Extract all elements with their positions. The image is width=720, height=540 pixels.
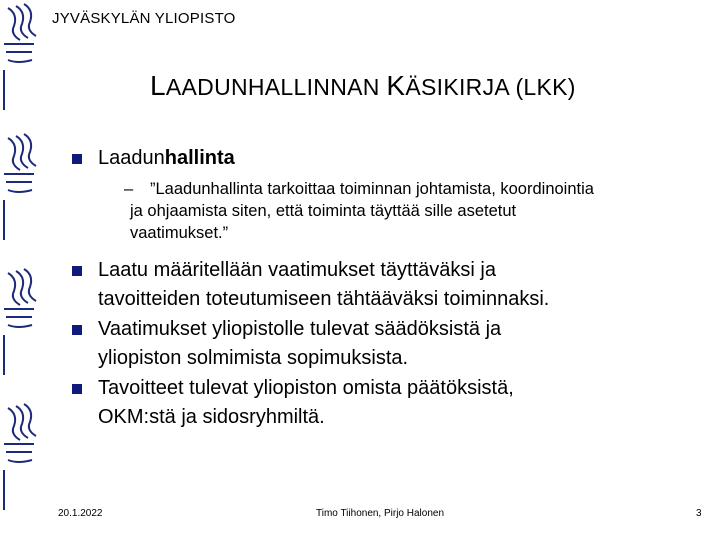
sub-bullet-dash: – [124,180,134,198]
bullet-square-icon [72,266,82,276]
footer-authors: Timo Tiihonen, Pirjo Halonen [316,508,445,519]
title-initial-k: K [386,70,406,101]
bullet-square-icon [72,384,82,394]
university-logo-mark [4,4,36,510]
sub-item-quote [130,178,594,244]
sub-item-line-2: ja ohjaamista siten, että toiminta täyttää sille asetetut [130,202,517,220]
item3-line-2: yliopiston solmimista sopimuksista. [98,347,409,369]
item2-line-1: Laatu määritellään vaatimukset täyttäväksi ja [98,259,496,281]
item1-normal: Laadun [98,147,165,169]
bullet-square-icon [72,154,82,164]
title-part-3: (LKK) [515,74,576,100]
sub-item-line-3: vaatimukset.” [130,224,229,242]
title-part-2: ÄSIKIRJA [405,74,516,100]
title-initial-l: L [150,70,166,101]
footer-date: 20.1.2022 [58,508,103,519]
bullet-item-laadunhallinta [98,144,235,173]
item1-bold: hallinta [164,147,235,169]
bullet-square-icon [72,325,82,335]
slide-title [150,70,710,102]
bullet-item-laatu [98,256,549,314]
bullet-item-vaatimukset [98,315,501,373]
title-part-1: AADUNHALLINNAN [165,74,387,100]
item4-line-2: OKM:stä ja sidosryhmiltä. [98,406,325,428]
page-number: 3 [696,508,702,519]
sub-item-line-1: ”Laadunhallinta tarkoittaa toiminnan johtamista, koordinointia [150,180,594,198]
bullet-item-tavoitteet [98,374,514,432]
university-logo-band [0,0,46,540]
university-name: JYVÄSKYLÄN YLIOPISTO [52,10,236,27]
item3-line-1: Vaatimukset yliopistolle tulevat säädöksistä ja [98,318,502,340]
item4-line-1: Tavoitteet tulevat yliopiston omista päätöksistä, [98,377,514,399]
item2-line-2: tavoitteiden toteutumiseen tähtääväksi toiminnaksi. [98,288,550,310]
